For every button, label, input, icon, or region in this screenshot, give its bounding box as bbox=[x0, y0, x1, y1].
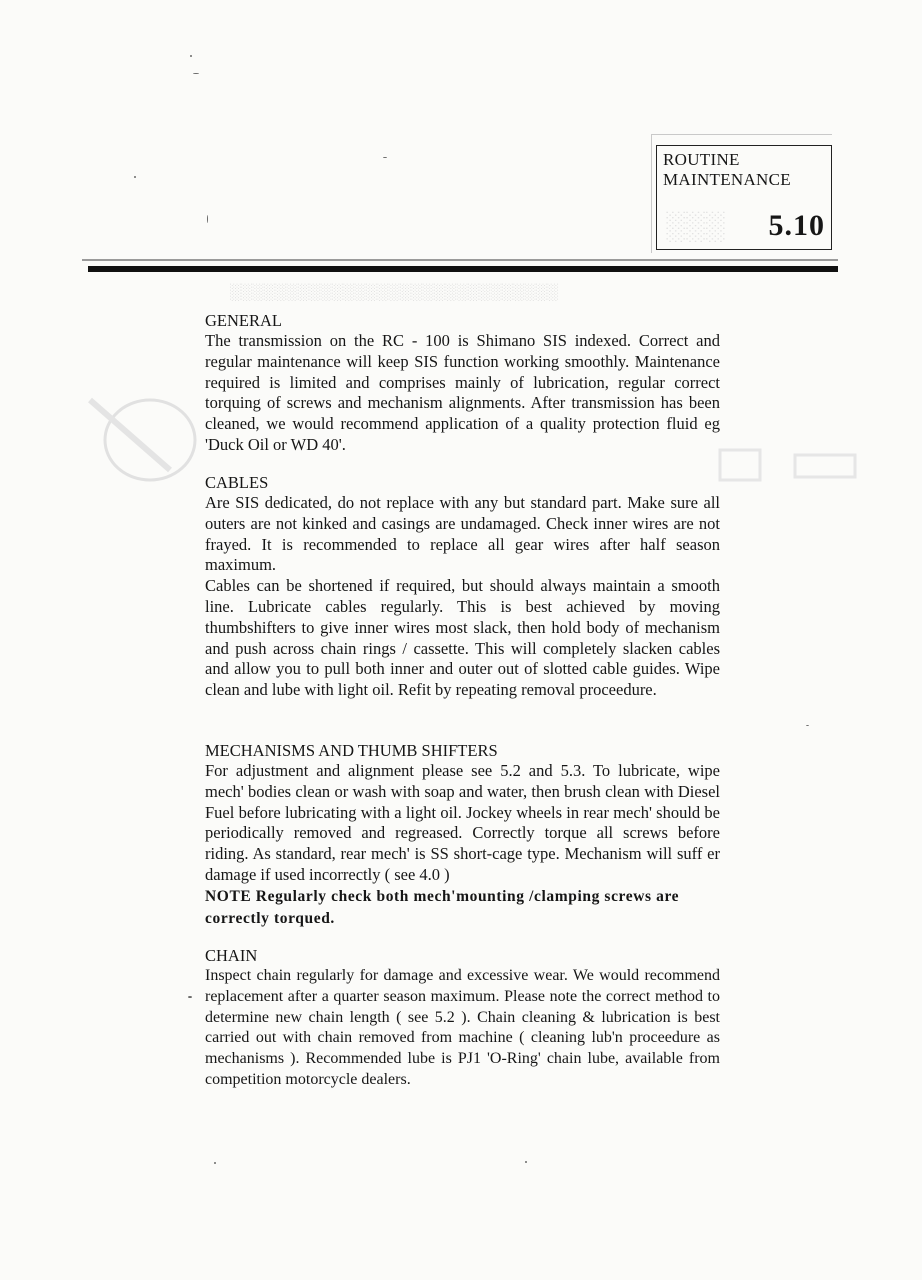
scan-speck bbox=[188, 996, 192, 998]
mechanisms-body: For adjustment and alignment please see 5.2 and 5.3. To lubricate, wipe mech' bodies clean or wash with soap and water, then brush clean with Diesel Fuel before lubricating with a light oil. Jockey wheels in rear mech' should be periodically removed and regreased. Correctly torque all screws before riding. As standard, rear mech' is SS short-cage type. Mechanism will suff er damage if used incorrectly ( see 4.0 ) bbox=[205, 761, 720, 884]
cables-body-2: Cables can be shortened if required, but should always maintain a smooth line. Lubricate cables regularly. This is best achieved by moving thumbshifters to give inner wires most slack, then hold body of mechanism and push across chain rings / cassette. This will completely slacken cables and allow you to pull both inner and outer out of slotted cable guides. Wipe clean and lube with light oil. Refit by repeating removal proceedure. bbox=[205, 576, 720, 700]
title-line-routine: ROUTINE bbox=[663, 150, 740, 169]
section-number: 5.10 bbox=[768, 209, 825, 242]
header-rule-shadow bbox=[82, 259, 838, 261]
mechanisms-note: NOTE Regularly check both mech'mounting /clamping screws are correctly torqued. bbox=[205, 887, 680, 927]
reverse-side-illustration bbox=[715, 430, 875, 500]
section-general bbox=[205, 311, 720, 456]
section-chain bbox=[205, 946, 720, 1091]
reverse-side-bleed: ░░░░░░░░░░░░░░░░░░░░░░░░░░░░░ bbox=[230, 284, 559, 301]
chain-body: Inspect chain regularly for damage and excessive wear. We would recommend replacement after a quarter season maximum. Please note the correct method to determine new chain length ( see 5.2 ). Chain cleaning & lubrication is best carried out with chain removed from machine ( cleaning lub'n proceedure as mechanisms ). Recommended lube is PJ1 'O-Ring' chain lube, available from competition motorcycle dealers. bbox=[205, 967, 720, 1088]
scan-speck bbox=[525, 1161, 527, 1163]
heading-cables: CABLES bbox=[205, 473, 269, 492]
heading-chain: CHAIN bbox=[205, 946, 258, 965]
scan-speck bbox=[214, 1162, 216, 1164]
section-title-box bbox=[656, 145, 832, 250]
scan-speck bbox=[193, 73, 199, 74]
heading-mechanisms: MECHANISMS AND THUMB SHIFTERS bbox=[205, 741, 498, 760]
scan-speck bbox=[806, 725, 809, 726]
ghost-number: ░░░ bbox=[665, 211, 725, 242]
reverse-side-illustration bbox=[80, 380, 210, 490]
scan-speck bbox=[190, 55, 192, 57]
general-body: The transmission on the RC - 100 is Shimano SIS indexed. Correct and regular maintenance will keep SIS function working smoothly. Maintenance required is limited and comprises mainly of lubrication, regular correct torquing of screws and mechanism alignments. After transmission has been cleaned, we would recommend application of a quality protection fluid eg 'Duck Oil or WD 40'. bbox=[205, 331, 720, 454]
section-mechanisms bbox=[205, 741, 720, 930]
section-cables bbox=[205, 473, 720, 701]
title-line-maintenance: MAINTENANCE bbox=[663, 170, 791, 189]
scan-speck bbox=[207, 215, 208, 223]
cables-body-1: Are SIS dedicated, do not replace with any but standard part. Make sure all outers are not kinked and casings are undamaged. Check inner wires are not frayed. It is recommended to replace all gear wires after half season maximum. bbox=[205, 493, 720, 575]
scan-speck bbox=[383, 157, 387, 158]
scan-speck bbox=[134, 176, 136, 178]
header-rule bbox=[88, 266, 838, 272]
heading-general: GENERAL bbox=[205, 311, 282, 330]
